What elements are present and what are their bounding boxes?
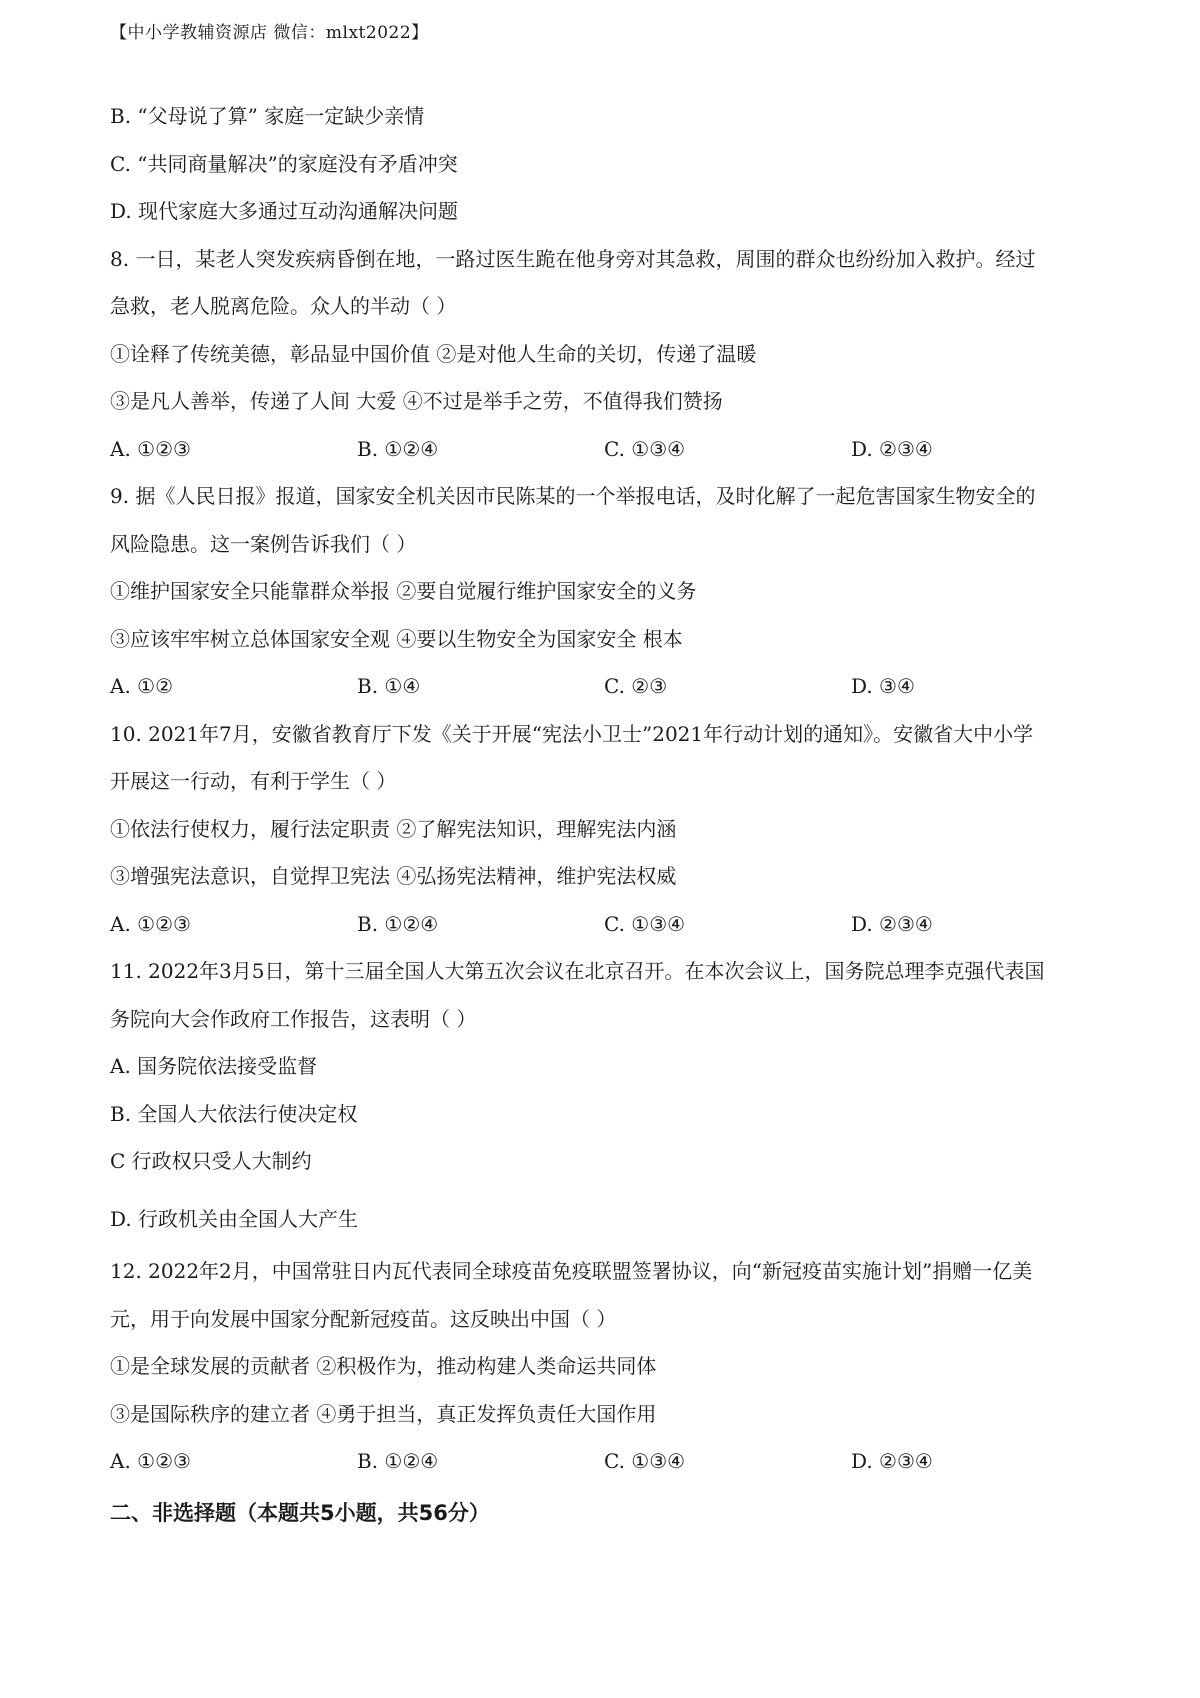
q12-stem-line-2: 元，用于向发展中国家分配新冠疫苗。这反映出中国（ ）	[110, 1307, 617, 1331]
q8-choice-c: C. ①③④	[604, 437, 686, 461]
q8-item-line-2: ③是凡人善举，传递了人间 大爱 ④不过是举手之劳，不值得我们赞扬	[110, 389, 723, 413]
q11-option-c: C 行政权只受人大制约	[110, 1149, 312, 1173]
q10-choice-a: A. ①②③	[110, 912, 191, 936]
q10-stem-line-2: 开展这一行动，有利于学生（ ）	[110, 769, 397, 793]
q11-option-a: A. 国务院依法接受监督	[110, 1054, 318, 1078]
q12-item-line-1: ①是全球发展的贡献者 ②积极作为，推动构建人类命运共同体	[110, 1354, 657, 1378]
q9-choices	[110, 672, 1110, 700]
q8-choices	[110, 435, 1110, 463]
q9-choice-b: B. ①④	[357, 674, 421, 698]
q10-choices	[110, 910, 1110, 938]
q7-option-c: C. “共同商量解决”的家庭没有矛盾冲突	[110, 152, 458, 176]
q9-choice-a: A. ①②	[110, 674, 174, 698]
q9-choice-c: C. ②③	[604, 674, 668, 698]
q10-choice-d: D. ②③④	[851, 912, 933, 936]
q9-choice-d: D. ③④	[851, 674, 915, 698]
q8-stem-line-1: 8. 一日，某老人突发疾病昏倒在地，一路过医生跪在他身旁对其急救，周围的群众也纷纷加入救护。经过	[110, 247, 1036, 271]
q11-option-b: B. 全国人大依法行使决定权	[110, 1102, 358, 1126]
q8-choice-a: A. ①②③	[110, 437, 191, 461]
q8-choice-d: D. ②③④	[851, 437, 933, 461]
q9-item-line-1: ①维护国家安全只能靠群众举报 ②要自觉履行维护国家安全的义务	[110, 579, 697, 603]
q7-option-d: D. 现代家庭大多通过互动沟通解决问题	[110, 199, 459, 223]
q12-stem-line-1: 12. 2022年2月，中国常驻日内瓦代表同全球疫苗免疫联盟签署协议，向“新冠疫苗实施计划”捐赠一亿美	[110, 1259, 1033, 1283]
q12-choice-b: B. ①②④	[357, 1449, 439, 1473]
q9-stem-line-1: 9. 据《人民日报》报道，国家安全机关因市民陈某的一个举报电话，及时化解了一起危害国家生物安全的	[110, 484, 1036, 508]
q11-option-d: D. 行政机关由全国人大产生	[110, 1207, 359, 1231]
q10-stem-line-1: 10. 2021年7月，安徽省教育厅下发《关于开展“宪法小卫士”2021年行动计划的通知》。安徽省大中小学	[110, 722, 1034, 746]
q9-stem-line-2: 风险隐患。这一案例告诉我们（ ）	[110, 532, 417, 556]
section-heading-non-choice: 二、非选择题（本题共5小题，共56分）	[110, 1501, 490, 1525]
q12-choice-a: A. ①②③	[110, 1449, 191, 1473]
q10-choice-b: B. ①②④	[357, 912, 439, 936]
q8-stem-line-2: 急救，老人脱离危险。众人的半动（ ）	[110, 294, 457, 318]
q12-choices	[110, 1447, 1110, 1475]
q10-item-line-2: ③增强宪法意识，自觉捍卫宪法 ④弘扬宪法精神，维护宪法权威	[110, 864, 677, 888]
q11-stem-line-2: 务院向大会作政府工作报告，这表明（ ）	[110, 1007, 477, 1031]
page-header-watermark: 【中小学教辅资源店 微信：mlxt2022】	[110, 23, 429, 43]
q12-choice-d: D. ②③④	[851, 1449, 933, 1473]
q12-item-line-2: ③是国际秩序的建立者 ④勇于担当，真正发挥负责任大国作用	[110, 1402, 657, 1426]
q11-stem-line-1: 11. 2022年3月5日，第十三届全国人大第五次会议在北京召开。在本次会议上，国务院总理李克强代表国	[110, 959, 1045, 983]
q9-item-line-2: ③应该牢牢树立总体国家安全观 ④要以生物安全为国家安全 根本	[110, 627, 683, 651]
q8-item-line-1: ①诠释了传统美德，彰品显中国价值 ②是对他人生命的关切，传递了温暖	[110, 342, 757, 366]
q7-option-b: B. “父母说了算” 家庭一定缺少亲情	[110, 104, 425, 128]
q8-choice-b: B. ①②④	[357, 437, 439, 461]
q10-choice-c: C. ①③④	[604, 912, 686, 936]
q10-item-line-1: ①依法行使权力，履行法定职责 ②了解宪法知识，理解宪法内涵	[110, 817, 677, 841]
q12-choice-c: C. ①③④	[604, 1449, 686, 1473]
